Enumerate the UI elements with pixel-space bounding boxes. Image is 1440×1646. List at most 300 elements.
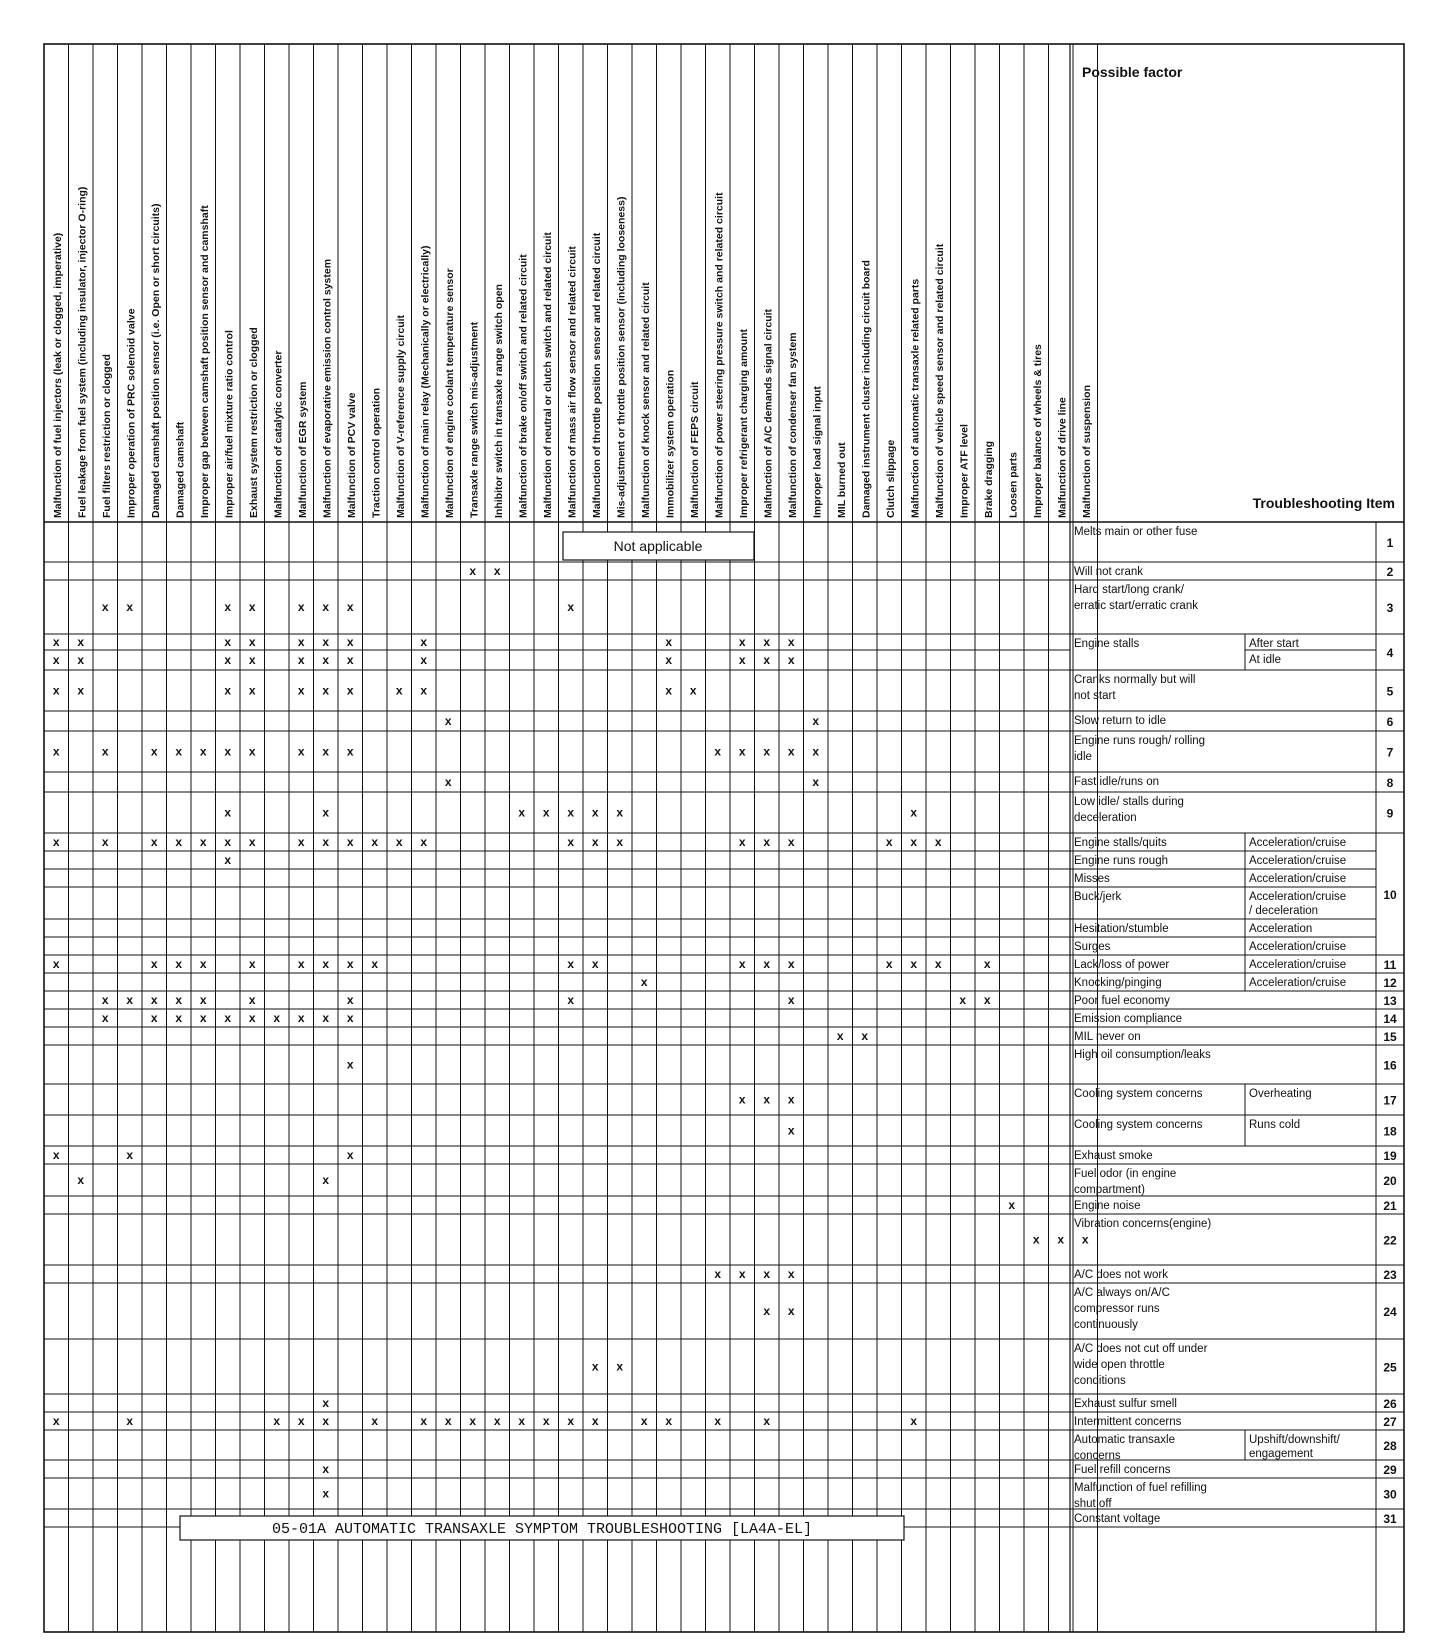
symptom-label: MIL never on — [1074, 1031, 1141, 1043]
condition-label: After start — [1249, 638, 1299, 650]
symptom-mark: x — [420, 653, 428, 667]
symptom-label: Will not crank — [1074, 566, 1144, 578]
symptom-label: Low idle/ stalls during deceleration — [1074, 796, 1184, 824]
symptom-mark: x — [52, 835, 60, 849]
symptom-mark: x — [787, 1092, 795, 1107]
item-number: 8 — [1386, 776, 1394, 790]
condition-label: Acceleration — [1249, 923, 1313, 935]
symptom-mark: x — [297, 653, 305, 667]
factor-label: Damaged instrument cluster including circuit board — [860, 260, 873, 518]
item-number: 5 — [1386, 684, 1394, 699]
symptom-mark: x — [77, 635, 85, 649]
item-number: 10 — [1383, 888, 1397, 902]
symptom-mark: x — [616, 805, 624, 820]
possible-factor-label: Possible factor — [1082, 64, 1183, 80]
symptom-label: Hesitation/stumble — [1074, 923, 1169, 935]
symptom-label: Exhaust sulfur smell — [1074, 1398, 1177, 1410]
symptom-mark: x — [493, 564, 501, 578]
symptom-label: Lack/loss of power — [1074, 959, 1170, 971]
symptom-label: Cooling system concerns — [1074, 1088, 1203, 1100]
item-number: 13 — [1383, 994, 1397, 1008]
factor-label: Malfunction of fuel injectors (leak or clogged, imperative) — [51, 232, 64, 518]
symptom-mark: x — [322, 600, 330, 614]
symptom-mark: x — [738, 835, 746, 849]
factor-label: Malfunction of neutral or clutch switch and related circuit — [541, 232, 554, 518]
factor-label: Malfunction of A/C demands signal circuit — [762, 308, 775, 518]
symptom-mark: x — [322, 744, 330, 759]
symptom-label: Poor fuel economy — [1074, 995, 1170, 1007]
symptom-mark: x — [1057, 1232, 1065, 1247]
condition-label: Acceleration/cruise / deceleration — [1249, 891, 1347, 917]
symptom-mark: x — [346, 993, 354, 1007]
symptom-mark: x — [591, 805, 599, 820]
symptom-mark: x — [175, 835, 183, 849]
factor-label: Improper load signal input — [811, 386, 824, 518]
symptom-mark: x — [248, 993, 256, 1007]
symptom-mark: x — [199, 1011, 207, 1025]
item-number: 21 — [1383, 1199, 1397, 1213]
factor-label: MIL burned out — [835, 442, 848, 518]
symptom-label: Intermittent concerns — [1074, 1416, 1182, 1428]
symptom-mark: x — [273, 1011, 281, 1025]
symptom-mark: x — [395, 683, 403, 698]
factor-label: Malfunction of evaporative emission control system — [321, 258, 334, 518]
symptom-mark: x — [150, 957, 158, 971]
symptom-mark: x — [665, 653, 673, 667]
symptom-label: Engine stalls — [1074, 638, 1140, 650]
symptom-mark: x — [175, 993, 183, 1007]
symptom-mark: x — [248, 635, 256, 649]
symptom-mark: x — [101, 1011, 109, 1025]
symptom-label: Buck/jerk — [1074, 891, 1122, 903]
item-number: 29 — [1383, 1463, 1397, 1477]
symptom-mark: x — [248, 600, 256, 614]
symptom-label: Exhaust smoke — [1074, 1150, 1153, 1162]
factor-label: Malfunction of main relay (Mechanically or electrically) — [419, 245, 432, 518]
symptom-mark: x — [150, 744, 158, 759]
symptom-mark: x — [52, 635, 60, 649]
symptom-mark: x — [469, 564, 477, 578]
symptom-label: Hard start/long crank/ erratic start/erratic crank — [1074, 584, 1198, 612]
symptom-mark: x — [1032, 1232, 1040, 1247]
symptom-mark: x — [346, 1148, 354, 1162]
symptom-mark: x — [665, 683, 673, 698]
symptom-mark: x — [199, 957, 207, 971]
symptom-mark: x — [420, 1414, 428, 1428]
symptom-mark: x — [763, 1304, 771, 1318]
symptom-mark: x — [248, 744, 256, 759]
symptom-mark: x — [640, 975, 648, 989]
symptom-mark: x — [787, 993, 795, 1007]
symptom-mark: x — [1008, 1198, 1016, 1212]
symptom-mark: x — [297, 600, 305, 614]
symptom-mark: x — [787, 744, 795, 759]
item-number: 2 — [1386, 565, 1394, 579]
symptom-mark: x — [616, 1359, 624, 1374]
symptom-mark: x — [150, 993, 158, 1007]
symptom-mark: x — [812, 714, 820, 728]
factor-label: Immobilizer system operation — [664, 369, 677, 518]
symptom-mark: x — [346, 744, 354, 759]
symptom-mark: x — [934, 957, 942, 971]
symptom-label: Automatic transaxle concerns — [1074, 1434, 1175, 1462]
symptom-label: Fuel odor (in engine compartment) — [1074, 1168, 1177, 1196]
item-number: 23 — [1383, 1268, 1397, 1282]
factor-label: Fuel filters restriction or clogged — [100, 354, 113, 518]
factor-label: Malfunction of engine coolant temperature sensor — [443, 268, 456, 518]
item-number: 11 — [1383, 958, 1397, 972]
symptom-mark: x — [738, 1092, 746, 1107]
symptom-mark: x — [469, 1414, 477, 1428]
symptom-mark: x — [322, 683, 330, 698]
symptom-mark: x — [567, 957, 575, 971]
item-number: 18 — [1383, 1124, 1397, 1139]
factor-label: Malfunction of catalytic converter — [272, 350, 285, 518]
symptom-mark: x — [738, 1267, 746, 1281]
symptom-mark: x — [175, 1011, 183, 1025]
reference-text: 05-01A AUTOMATIC TRANSAXLE SYMPTOM TROUBLESHOOTING [LA4A-EL] — [271, 1521, 813, 1538]
symptom-mark: x — [346, 1011, 354, 1025]
symptom-mark: x — [346, 683, 354, 698]
item-number: 16 — [1383, 1058, 1397, 1073]
item-number: 19 — [1383, 1149, 1397, 1163]
symptom-mark: x — [371, 835, 379, 849]
symptom-mark: x — [297, 835, 305, 849]
symptom-mark: x — [322, 1396, 330, 1410]
factor-label: Malfunction of suspension — [1080, 385, 1093, 518]
symptom-mark: x — [101, 600, 109, 614]
item-number: 24 — [1383, 1305, 1397, 1319]
symptom-mark: x — [297, 683, 305, 698]
symptom-mark: x — [77, 683, 85, 698]
symptom-mark: x — [199, 835, 207, 849]
symptom-mark: x — [322, 1414, 330, 1428]
symptom-label: A/C always on/A/C compressor runs continuously — [1074, 1287, 1170, 1331]
symptom-mark: x — [322, 653, 330, 667]
symptom-mark: x — [346, 835, 354, 849]
symptom-mark: x — [273, 1414, 281, 1428]
item-number: 17 — [1383, 1093, 1397, 1108]
factor-label: Inhibitor switch in transaxle range switch open — [492, 284, 505, 518]
symptom-label: Engine stalls/quits — [1074, 837, 1167, 849]
factor-label: Malfunction of power steering pressure switch and related circuit — [713, 192, 726, 518]
factor-label: Damaged camshaft — [174, 421, 187, 518]
chart-marks — [53, 564, 1089, 1501]
symptom-mark: x — [150, 1011, 158, 1025]
symptom-mark: x — [224, 805, 232, 820]
symptom-mark: x — [567, 993, 575, 1007]
factor-label: Malfunction of throttle position sensor and related circuit — [590, 232, 603, 518]
symptom-mark: x — [126, 993, 134, 1007]
symptom-mark: x — [591, 1414, 599, 1428]
factor-label: Transaxle range switch mis-adjustment — [468, 321, 481, 518]
item-number: 30 — [1383, 1487, 1397, 1502]
item-number: 9 — [1386, 806, 1394, 821]
symptom-mark: x — [763, 1267, 771, 1281]
symptom-mark: x — [763, 835, 771, 849]
symptom-mark: x — [542, 805, 550, 820]
symptom-mark: x — [52, 1148, 60, 1162]
symptom-mark: x — [714, 1414, 722, 1428]
factor-label: Brake dragging — [982, 440, 995, 518]
symptom-label: Fuel refill concerns — [1074, 1464, 1171, 1476]
factor-label: Mis-adjustment or throttle position sensor (including looseness) — [615, 196, 628, 518]
factor-label: Damaged camshaft position sensor (i.e. Open or short circuits) — [149, 203, 162, 518]
symptom-mark: x — [224, 835, 232, 849]
symptom-label: Melts main or other fuse — [1074, 526, 1198, 538]
symptom-label: Knocking/pinging — [1074, 977, 1162, 989]
condition-label: Runs cold — [1249, 1119, 1301, 1131]
factor-label: Malfunction of brake on/off switch and related circuit — [517, 254, 530, 518]
symptom-label: Slow return to idle — [1074, 715, 1167, 727]
symptom-mark: x — [542, 1414, 550, 1428]
factor-label: Improper ATF level — [958, 424, 971, 518]
symptom-mark: x — [787, 835, 795, 849]
symptom-label: Cranks normally but will not start — [1074, 674, 1196, 702]
item-number: 28 — [1383, 1439, 1397, 1453]
item-number: 22 — [1383, 1233, 1397, 1248]
symptom-mark: x — [322, 1486, 330, 1501]
item-number: 20 — [1383, 1174, 1397, 1188]
symptom-mark: x — [763, 1092, 771, 1107]
symptom-mark: x — [101, 993, 109, 1007]
symptom-mark: x — [126, 1414, 134, 1428]
symptom-mark: x — [175, 957, 183, 971]
symptom-mark: x — [567, 835, 575, 849]
symptom-mark: x — [52, 683, 60, 698]
symptom-mark: x — [567, 600, 575, 614]
factor-label: Loosen parts — [1007, 452, 1020, 518]
factor-label: Improper air/fuel mixture ratio control — [223, 330, 236, 518]
symptom-mark: x — [836, 1029, 844, 1043]
symptom-mark: x — [346, 635, 354, 649]
symptom-mark: x — [910, 835, 918, 849]
symptom-mark: x — [959, 993, 967, 1007]
symptom-mark: x — [910, 805, 918, 820]
symptom-mark: x — [444, 714, 452, 728]
symptom-mark: x — [983, 957, 991, 971]
symptom-mark: x — [52, 957, 60, 971]
symptom-mark: x — [371, 1414, 379, 1428]
symptom-mark: x — [101, 744, 109, 759]
item-number: 25 — [1383, 1360, 1397, 1375]
symptom-mark: x — [640, 1414, 648, 1428]
factor-label: Malfunction of FEPS circuit — [688, 381, 701, 518]
symptom-mark: x — [444, 775, 452, 789]
symptom-mark: x — [322, 1011, 330, 1025]
symptom-mark: x — [199, 744, 207, 759]
item-number: 27 — [1383, 1415, 1397, 1429]
troubleshooting-item-label: Troubleshooting Item — [1252, 495, 1395, 511]
factor-label: Malfunction of PCV valve — [345, 392, 358, 518]
symptom-mark: x — [52, 744, 60, 759]
symptom-mark: x — [52, 653, 60, 667]
symptom-mark: x — [322, 805, 330, 820]
symptom-mark: x — [738, 635, 746, 649]
condition-label: Upshift/downshift/ engagement — [1249, 1434, 1340, 1460]
item-number: 26 — [1383, 1397, 1397, 1411]
symptom-label: A/C does not work — [1074, 1269, 1168, 1281]
symptom-mark: x — [297, 1414, 305, 1428]
condition-label: Acceleration/cruise — [1249, 855, 1347, 867]
symptom-mark: x — [518, 805, 526, 820]
condition-label: Acceleration/cruise — [1249, 837, 1347, 849]
symptom-mark: x — [248, 1011, 256, 1025]
symptom-label: Vibration concerns(engine) — [1074, 1218, 1212, 1230]
symptom-mark: x — [224, 683, 232, 698]
factor-label: Improper gap between camshaft position sensor and camshaft — [198, 205, 211, 518]
factor-label: Malfunction of drive line — [1056, 397, 1069, 518]
factor-label: Malfunction of vehicle speed sensor and related circuit — [933, 243, 946, 518]
symptom-mark: x — [297, 635, 305, 649]
symptom-mark: x — [763, 653, 771, 667]
symptom-mark: x — [885, 835, 893, 849]
factor-label: Clutch slippage — [884, 439, 897, 518]
symptom-mark: x — [787, 957, 795, 971]
symptom-mark: x — [567, 805, 575, 820]
symptom-mark: x — [297, 1011, 305, 1025]
factor-label: Malfunction of automatic transaxle related parts — [909, 278, 922, 518]
symptom-mark: x — [322, 1462, 330, 1476]
symptom-mark: x — [322, 1173, 330, 1187]
symptom-mark: x — [567, 1414, 575, 1428]
symptom-mark: x — [420, 635, 428, 649]
condition-label: Overheating — [1249, 1088, 1312, 1100]
factor-label: Malfunction of mass air flow sensor and related circuit — [566, 246, 579, 518]
symptom-mark: x — [126, 600, 134, 614]
item-number: 6 — [1386, 715, 1394, 729]
condition-label: Acceleration/cruise — [1249, 977, 1347, 989]
item-number: 3 — [1386, 601, 1394, 615]
symptom-label: Fast idle/runs on — [1074, 776, 1160, 788]
symptom-label: Engine noise — [1074, 1200, 1141, 1212]
item-number: 1 — [1386, 536, 1394, 550]
symptom-mark: x — [1081, 1232, 1089, 1247]
symptom-mark: x — [738, 744, 746, 759]
condition-label: Acceleration/cruise — [1249, 873, 1347, 885]
symptom-label: Surges — [1074, 941, 1111, 953]
symptom-mark: x — [763, 1414, 771, 1428]
factor-label: Fuel leakage from fuel system (including insulator, injector O-ring) — [76, 186, 89, 518]
symptom-mark: x — [224, 744, 232, 759]
symptom-mark: x — [322, 957, 330, 971]
symptom-mark: x — [934, 835, 942, 849]
symptom-mark: x — [420, 835, 428, 849]
symptom-mark: x — [77, 1173, 85, 1187]
factor-label: Improper operation of PRC solenoid valve — [125, 308, 138, 518]
symptom-mark: x — [885, 957, 893, 971]
symptom-mark: x — [224, 853, 232, 867]
symptom-mark: x — [689, 683, 697, 698]
symptom-mark: x — [346, 957, 354, 971]
symptom-mark: x — [224, 600, 232, 614]
symptom-mark: x — [763, 744, 771, 759]
symptom-mark: x — [787, 1123, 795, 1138]
symptom-label: Malfunction of fuel refilling shut off — [1074, 1482, 1207, 1510]
item-number: 7 — [1386, 745, 1394, 760]
condition-label: At idle — [1249, 654, 1281, 666]
symptom-mark: x — [322, 835, 330, 849]
symptom-mark: x — [591, 1359, 599, 1374]
symptom-mark: x — [346, 653, 354, 667]
symptom-mark: x — [346, 600, 354, 614]
symptom-mark: x — [763, 957, 771, 971]
symptom-mark: x — [77, 653, 85, 667]
condition-label: Acceleration/cruise — [1249, 941, 1347, 953]
symptom-mark: x — [297, 957, 305, 971]
symptom-mark: x — [420, 683, 428, 698]
symptom-mark: x — [714, 744, 722, 759]
factor-label: Malfunction of knock sensor and related circuit — [639, 282, 652, 518]
condition-label: Acceleration/cruise — [1249, 959, 1347, 971]
symptom-mark: x — [199, 993, 207, 1007]
symptom-mark: x — [861, 1029, 869, 1043]
symptom-mark: x — [248, 957, 256, 971]
symptom-mark: x — [175, 744, 183, 759]
symptom-mark: x — [738, 653, 746, 667]
symptom-mark: x — [665, 635, 673, 649]
symptom-mark: x — [591, 957, 599, 971]
symptom-mark: x — [224, 1011, 232, 1025]
symptom-mark: x — [787, 1304, 795, 1318]
symptom-mark: x — [812, 775, 820, 789]
factor-label: Improper balance of wheels & tires — [1031, 344, 1044, 518]
symptom-mark: x — [101, 835, 109, 849]
symptom-label: Misses — [1074, 873, 1110, 885]
factor-label: Traction control operation — [370, 387, 383, 518]
symptom-mark: x — [983, 993, 991, 1007]
symptom-label: Engine runs rough — [1074, 855, 1168, 867]
symptom-mark: x — [248, 653, 256, 667]
symptom-mark: x — [248, 683, 256, 698]
symptom-mark: x — [493, 1414, 501, 1428]
symptom-mark: x — [763, 635, 771, 649]
factor-label: Malfunction of V-reference supply circuit — [394, 314, 407, 518]
symptom-label: Constant voltage — [1074, 1513, 1161, 1525]
symptom-mark: x — [714, 1267, 722, 1281]
symptom-mark: x — [322, 635, 330, 649]
symptom-mark: x — [616, 835, 624, 849]
not-applicable-note — [563, 532, 754, 560]
symptom-mark: x — [126, 1148, 134, 1162]
item-number: 31 — [1383, 1512, 1397, 1526]
symptom-mark: x — [248, 835, 256, 849]
symptom-mark: x — [224, 635, 232, 649]
symptom-label: High oil consumption/leaks — [1074, 1049, 1211, 1061]
reference-banner — [180, 1516, 904, 1540]
symptom-mark: x — [150, 835, 158, 849]
not-applicable-text: Not applicable — [613, 538, 703, 554]
symptom-mark: x — [444, 1414, 452, 1428]
symptom-mark: x — [910, 957, 918, 971]
symptom-mark: x — [297, 744, 305, 759]
factor-label: Malfunction of condenser fan system — [786, 332, 799, 518]
symptom-mark: x — [371, 957, 379, 971]
symptom-mark: x — [787, 635, 795, 649]
symptom-label: Emission compliance — [1074, 1013, 1183, 1025]
factor-label: Malfunction of EGR system — [296, 381, 309, 518]
symptom-mark: x — [787, 1267, 795, 1281]
symptom-label: Cooling system concerns — [1074, 1119, 1203, 1131]
item-number: 12 — [1383, 976, 1397, 990]
factor-label: Improper refrigerant charging amount — [737, 328, 750, 518]
symptom-mark: x — [591, 835, 599, 849]
symptom-mark: x — [52, 1414, 60, 1428]
symptom-mark: x — [346, 1057, 354, 1072]
item-number: 4 — [1386, 646, 1394, 660]
symptom-mark: x — [395, 835, 403, 849]
symptom-mark: x — [738, 957, 746, 971]
